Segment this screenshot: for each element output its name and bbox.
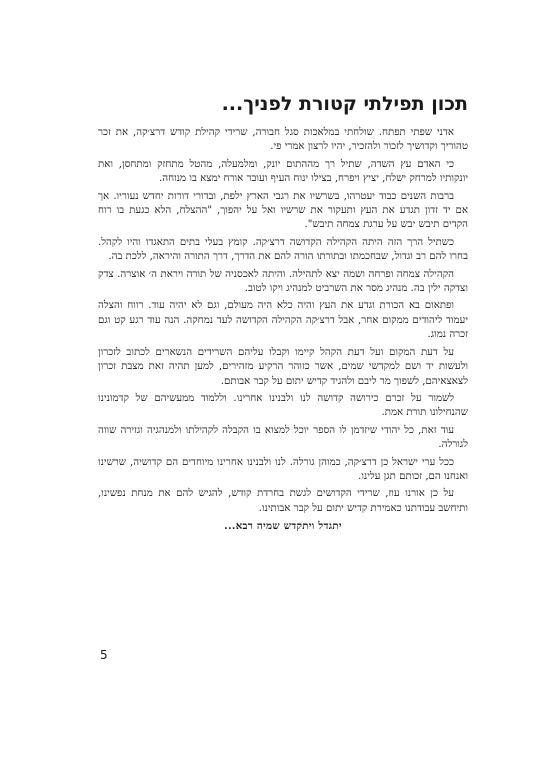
paragraph-11: על כן אורנו עוז, שרידי הקדושים לגשת בחרדת קודש, להגיש להם את מנחת נפשינו, ותיחשב עבודתנו כאמירת קדיש יתום על קבר אבותינו.	[98, 488, 468, 514]
closing-line: יתגדל ויתקדש שמיה רבא...	[224, 520, 342, 533]
paragraph-7: על דעת המקום ועל דעת הקהל קיימו וקבלו עליהם השרידים הנשארים לכתוב לזכרון ולעשות יד ושם למקדשי שמים, אשר כזוהר הרקיע מזהירים, למען תהיה זאת מצבת זכרון לצאצאיהם, לשפוך מר ליבם ולהגיד קדיש יתום על קבר אבותם.	[98, 346, 468, 387]
paragraph-6: ופתאום בא הכורת וגדע את העץ והיה כלא היה מעולם, וגם לא יהיה עוד. רווח והצלה יעמוד ליהודים ממקום אחר, אבל דרצ׳קה הקהילה הקדושה לעד נמחקה. הנה עוד רגע קט וגם זכרה נמוג.	[98, 300, 468, 341]
paragraph-5: הקהילה צמחה ופרחה ושמה יצא לתהילה. והיתה לאכסניה של תורה ויראת ה׳ אוצרה. צדק וצדקה ילין בה. מנהיג מסר את השרביט למנהיג ויקו לטוב.	[98, 268, 468, 295]
paragraph-3: ברבות השנים כבוד יעטרהו, בשרשיו את רגבי הארץ ילפת, ובדורי דורות יחדש נעוריו. אך אם יד זדון תגדע את העץ ותעקור את שרשיו ואל על יהפוך, "ההצלח, הלא כגעת בו רוח הקדים תיבש יבש על ערגת צמחה תיבש".	[98, 190, 468, 231]
paragraph-10: ככל ערי ישראל כן דרצ׳קה, כמוהן גורלה. לנו ולבנינו אחרינו מיוחדים הם קדושיה, שרשינו ואנחנו הם, זכותם תגן עלינו.	[98, 456, 468, 482]
paragraph-4: כשתיל הרך הזה היתה הקהילה הקדושה דרצ׳קה. קומץ בעלי בתים התאגדו והיו לקהל. בחרו להם רב וגדול, שבחכמתו ובתורתו הורה להם את הדרך, דרך התורה והיראה, ללכת בה.	[98, 236, 468, 263]
paragraph-1: אדני שפתי תפתח. שולחתי במלאכות סגל חבורה, שרידי קהילת קודש דרצ׳קה, את זכר טהוריך וקדושיך לזכור ולהזכיר, יהיו לרצון אמרי פי.	[98, 127, 468, 153]
paragraph-9: עוד זאת, כל יהודי שיזדמן לו הספר יוכל למצוא בו הקבלה לקהילתו ולמנהגיה וגזירה שווה לגורלה.	[98, 424, 468, 451]
page-number: 5	[100, 648, 108, 662]
body-text	[98, 126, 468, 537]
paragraph-8: לשמור על זכרם כירושה קדושה לנו ולבנינו אחרינו. וללמוד ממעשיהם של קדמונינו שהנחילונו תורת אמת.	[98, 392, 468, 419]
page-title: תכון תפילתי קטורת לפניך...	[221, 93, 468, 115]
paragraph-2: כי האדם עץ השדה, שתיל רך מההתום יונק, ומלמעלה, מהטל מתחזק ומתחסן, ואת יונקותיו למרחק ישלח, יציץ ויפרח, בצילו ינוח העיף ועובר אורח ימצא בו מנוחה.	[98, 158, 468, 185]
